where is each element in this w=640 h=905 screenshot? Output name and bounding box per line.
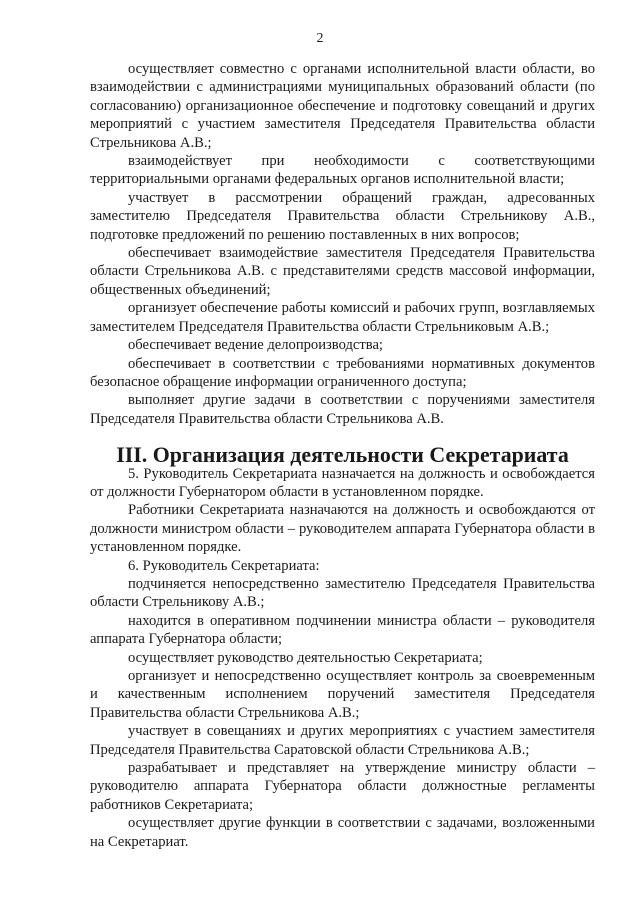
paragraph-section-1: 5. Руководитель Секретариата назначается на должность и освобождается от должности Губернатором области в установленном порядке. xyxy=(90,465,595,500)
document-body xyxy=(90,60,595,851)
section-body xyxy=(90,465,595,852)
paragraph-section-8: участвует в совещаниях и других мероприятиях с участием заместителя Председателя Правительства Саратовской области Стрельникова А.В.; xyxy=(90,723,595,758)
paragraph-section-2: Работники Секретариата назначаются на должность и освобождаются от должности министром области – руководителем аппарата Губернатора области в установленном порядке. xyxy=(90,502,595,556)
paragraph-duty-1: осуществляет совместно с органами исполнительной власти области, во взаимодействии с администрациями муниципальных образований области (по согласованию) организационное обеспечение и подготовку совещаний и других мероприятий с участием заместителя Председателя Правительства области Стрельникова А.В.; xyxy=(90,61,595,151)
paragraph-section-4: подчиняется непосредственно заместителю Председателя Правительства области Стрельникову А.В.; xyxy=(90,575,595,611)
paragraph-duty-3: участвует в рассмотрении обращений граждан, адресованных заместителю Председателя Правительства области Стрельникову А.В., подготовке предложений по решению поставленных в них вопросов; xyxy=(90,189,595,243)
paragraph-section-3: 6. Руководитель Секретариата: xyxy=(128,557,320,574)
section-heading: III. Организация деятельности Секретариата xyxy=(116,442,569,468)
paragraph-duty-6: обеспечивает ведение делопроизводства; xyxy=(128,337,383,354)
paragraph-section-6: осуществляет руководство деятельностью Секретариата; xyxy=(128,649,483,666)
paragraph-duty-2: взаимодействует при необходимости с соответствующими территориальными органами федеральных органов исполнительной власти; xyxy=(90,153,595,188)
paragraph-duty-8: выполняет другие задачи в соответствии с поручениями заместителя Председателя Правительства области Стрельникова А.В. xyxy=(90,392,595,427)
paragraph-section-7: организует и непосредственно осуществляет контроль за своевременным и качественным исполнением поручений заместителя Председателя Правительства области Стрельникова А.В.; xyxy=(90,668,595,721)
paragraph-section-9: разрабатывает и представляет на утверждение министру области – руководителю аппарата Губернатора области должностные регламенты работников Секретариата; xyxy=(90,760,595,813)
page-number: 2 xyxy=(316,31,324,46)
paragraph-duty-5: организует обеспечение работы комиссий и рабочих групп, возглавляемых заместителем Председателя Правительства области Стрельниковым А.В.; xyxy=(90,300,595,335)
paragraph-duty-7: обеспечивает в соответствии с требованиями нормативных документов безопасное обращение информации ограниченного доступа; xyxy=(90,355,595,390)
duties-list xyxy=(90,60,595,428)
paragraph-duty-4: обеспечивает взаимодействие заместителя Председателя Правительства области Стрельникова А.В. с представителями средств массовой информации, общественных объединений; xyxy=(90,245,595,298)
paragraph-section-5: находится в оперативном подчинении министра области – руководителя аппарата Губернатора области; xyxy=(90,612,595,648)
paragraph-section-10: осуществляет другие функции в соответствии с задачами, возложенными на Секретариат. xyxy=(90,815,595,850)
